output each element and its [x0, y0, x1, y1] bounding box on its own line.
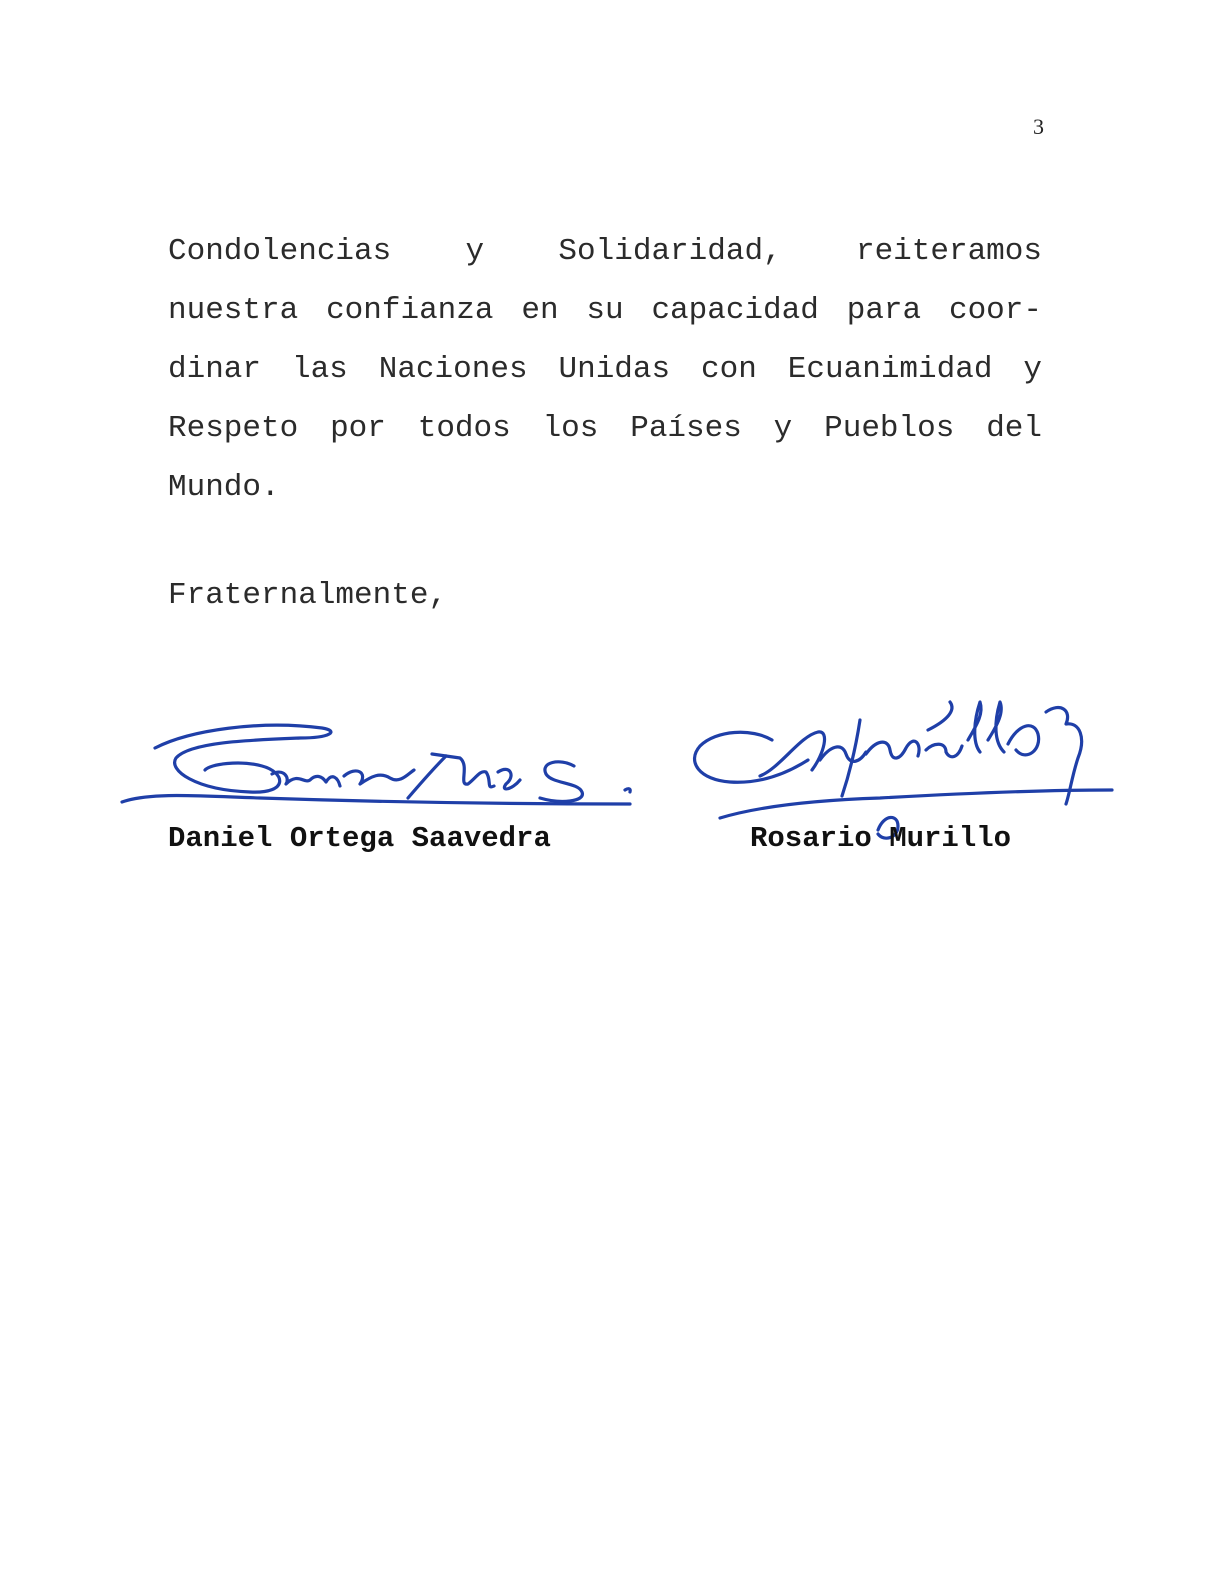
body-line: Respeto por todos los Países y Pueblos del	[168, 411, 1042, 446]
signer-name-right: Rosario Murillo	[750, 822, 1012, 855]
body-line: dinar las Naciones Unidas con Ecuanimidad y	[168, 352, 1042, 387]
body-line: Mundo.	[168, 470, 280, 505]
closing-salutation: Fraternalmente,	[168, 578, 448, 613]
signer-name-left: Daniel Ortega Saavedra	[168, 822, 551, 855]
signature-right-icon	[695, 702, 1112, 838]
signature-left-icon	[122, 725, 630, 804]
signatures-graphic	[0, 680, 1224, 840]
body-line: nuestra confianza en su capacidad para coor-	[168, 293, 1042, 328]
page-number: 3	[1033, 114, 1044, 139]
body-line: Condolencias y Solidaridad, reiteramos	[168, 234, 1042, 269]
letter-body	[168, 222, 1042, 517]
